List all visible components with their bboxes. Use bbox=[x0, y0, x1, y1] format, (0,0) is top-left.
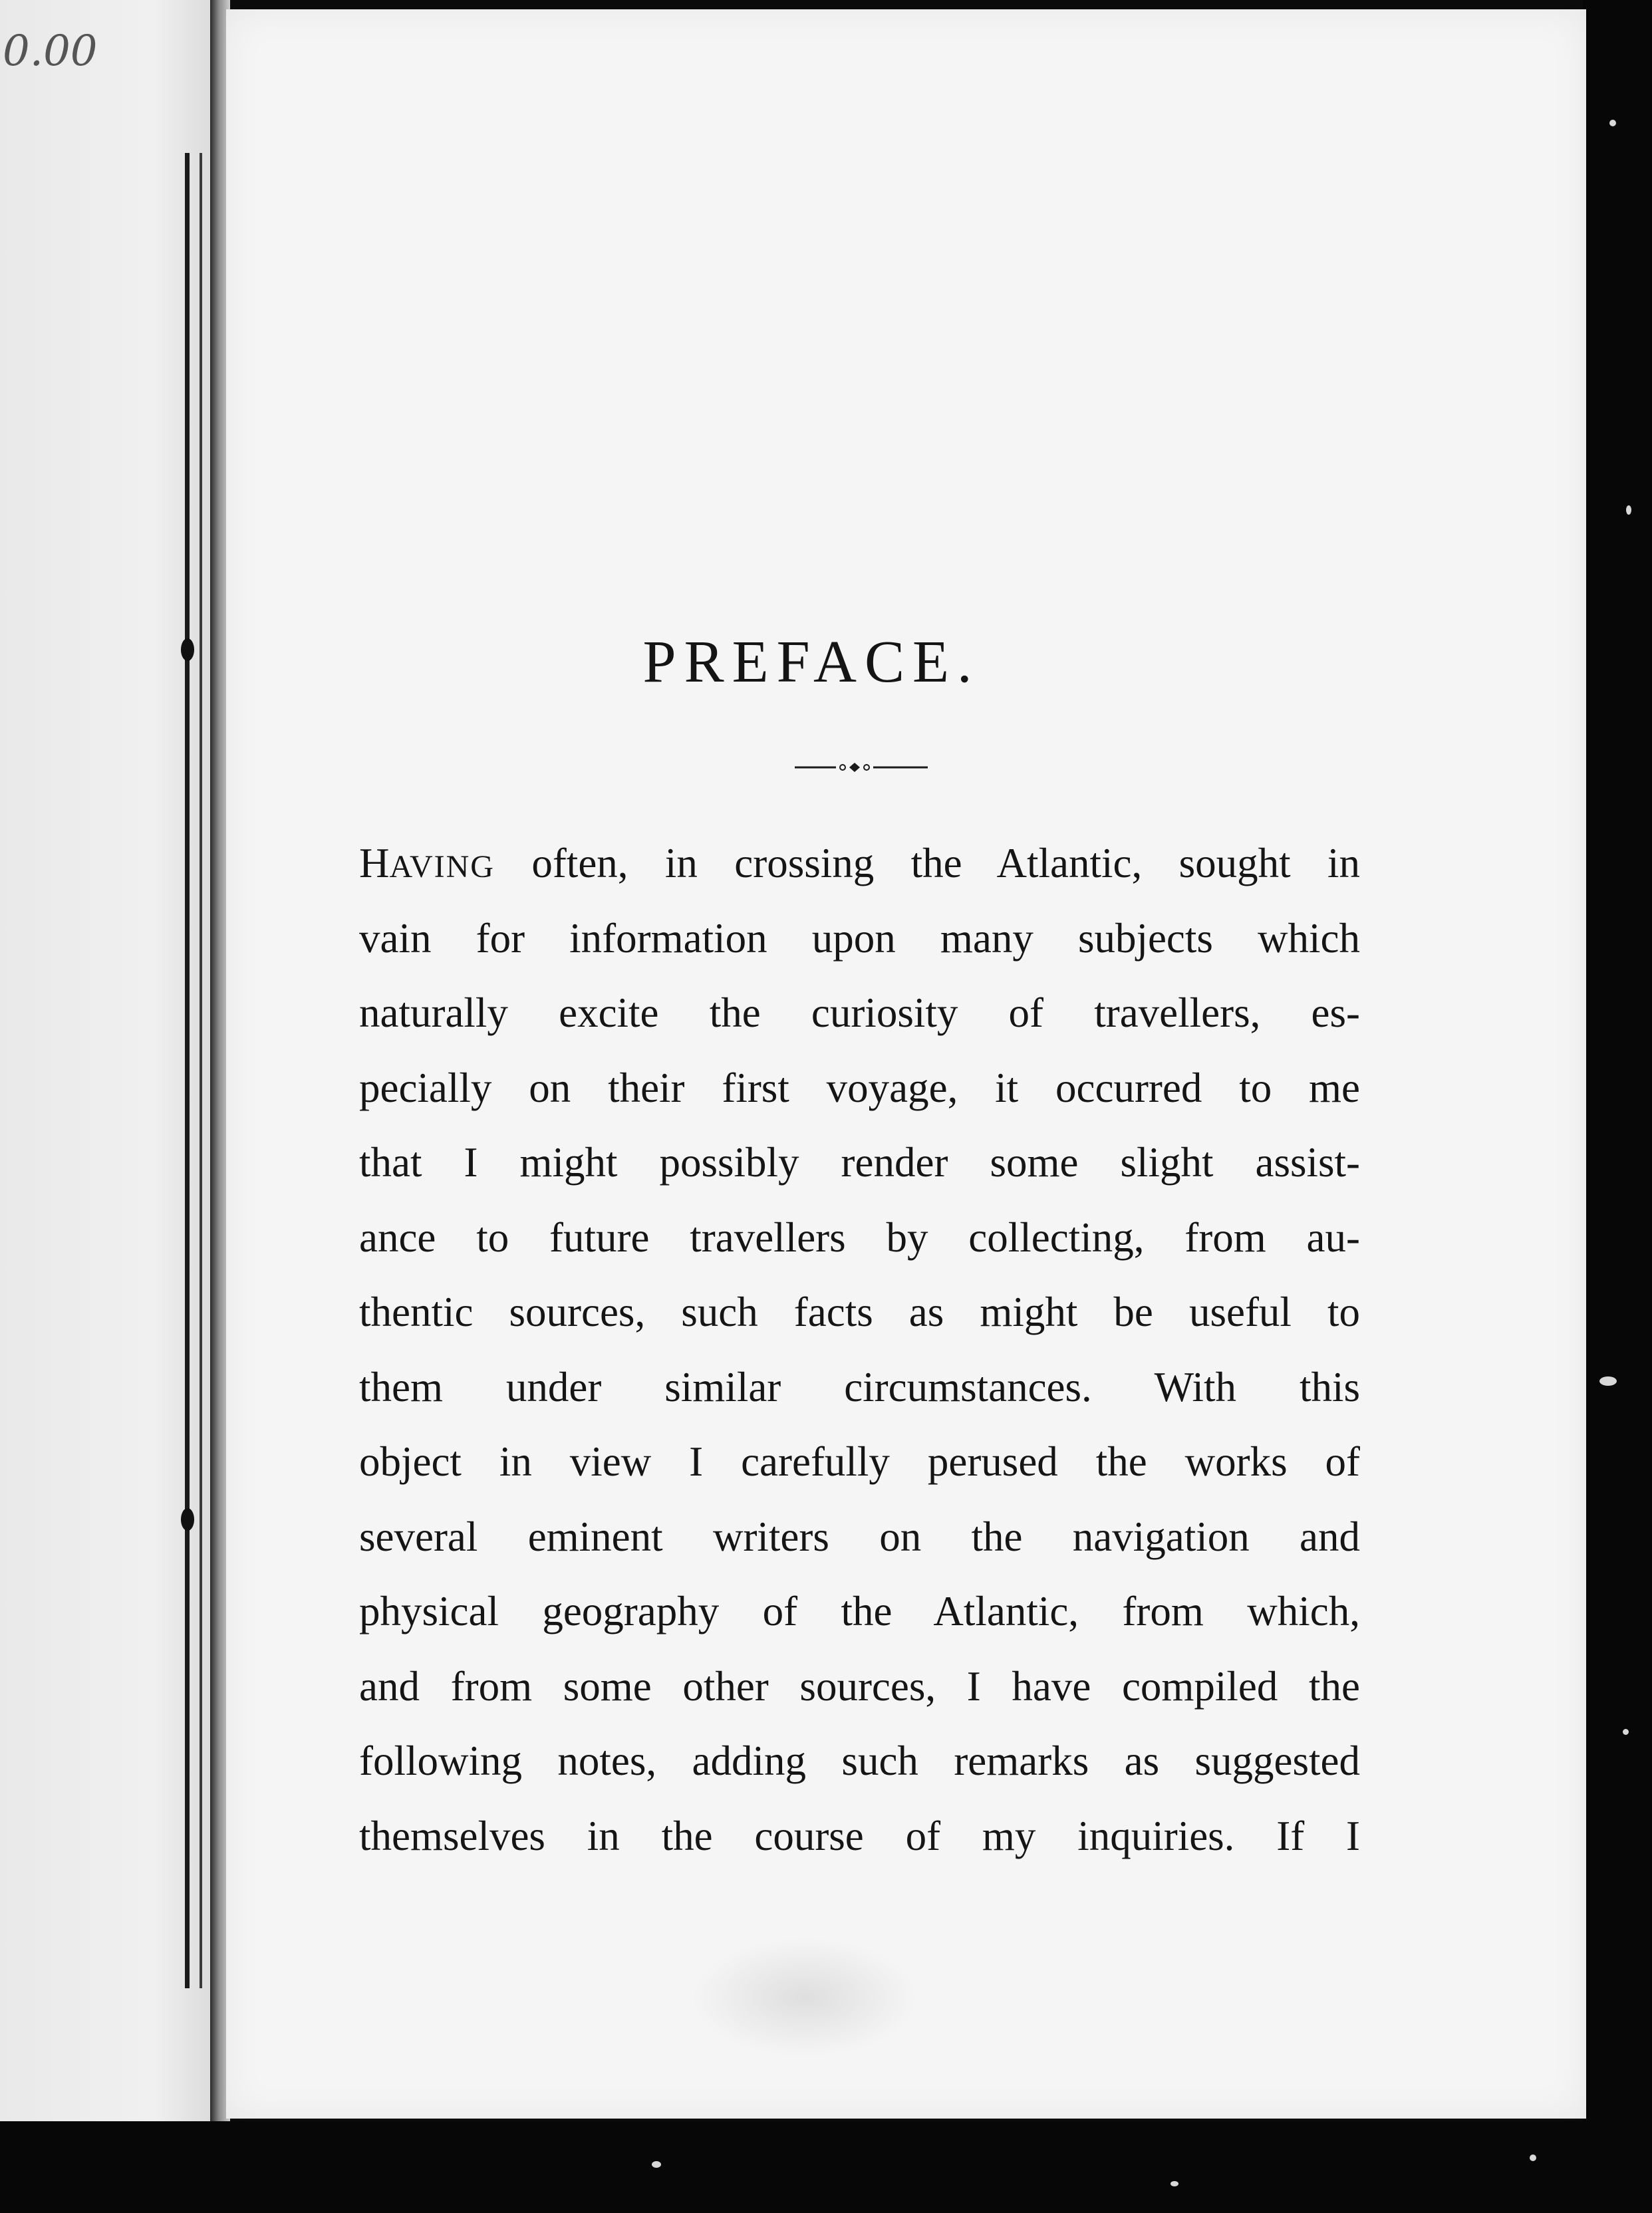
binding-stitch bbox=[181, 1508, 194, 1531]
drop-word-initial: H bbox=[359, 840, 390, 886]
text-line: vain for information upon many subjects which bbox=[359, 914, 1360, 962]
book-page bbox=[226, 9, 1586, 2119]
text-line: and from some other sources, I have compiled the bbox=[359, 1662, 1360, 1710]
text-line: naturally excite the curiosity of travellers, es- bbox=[359, 989, 1360, 1036]
paper-smudge bbox=[692, 1938, 918, 2057]
scan-speck bbox=[1626, 505, 1631, 515]
text-line: that I might possibly render some slight assist- bbox=[359, 1139, 1360, 1186]
text-line: object in view I carefully perused the works of bbox=[359, 1438, 1360, 1485]
text-line: ance to future travellers by collecting, from au- bbox=[359, 1214, 1360, 1261]
text-line: themselves in the course of my inquiries. If I bbox=[359, 1812, 1360, 1859]
drop-word-rest: AVING bbox=[389, 849, 495, 884]
text-line bbox=[359, 826, 1360, 901]
preface-paragraph bbox=[359, 826, 1360, 1873]
margin-mark: 0.00 bbox=[3, 27, 98, 76]
binding-stitch bbox=[181, 638, 194, 661]
page-title: PREFACE. bbox=[642, 629, 980, 695]
text-line: several eminent writers on the navigation and bbox=[359, 1513, 1360, 1560]
scanner-background-bottom bbox=[0, 2121, 1652, 2213]
binding-thread-line-inner bbox=[200, 153, 202, 1988]
scan-speck bbox=[1609, 120, 1616, 126]
scan-speck bbox=[1623, 1729, 1629, 1735]
scan-speck bbox=[652, 2161, 661, 2168]
text-line: physical geography of the Atlantic, from which, bbox=[359, 1588, 1360, 1634]
text-line: pecially on their first voyage, it occurred to me bbox=[359, 1064, 1360, 1111]
scan-speck bbox=[1599, 1376, 1617, 1386]
text-line: thentic sources, such facts as might be useful to bbox=[359, 1289, 1360, 1335]
text-line-content: often, in crossing the Atlantic, sought in bbox=[494, 840, 1360, 886]
scan-speck bbox=[1170, 2181, 1178, 2186]
scanner-background-right bbox=[1583, 0, 1652, 2213]
title-ornament-rule bbox=[795, 759, 928, 775]
text-line: them under similar circumstances. With this bbox=[359, 1363, 1360, 1410]
facing-page-edge bbox=[0, 0, 219, 2121]
scan-speck bbox=[1530, 2154, 1536, 2161]
text-line: following notes, adding such remarks as suggested bbox=[359, 1738, 1360, 1784]
binding-thread-line bbox=[185, 153, 190, 1988]
